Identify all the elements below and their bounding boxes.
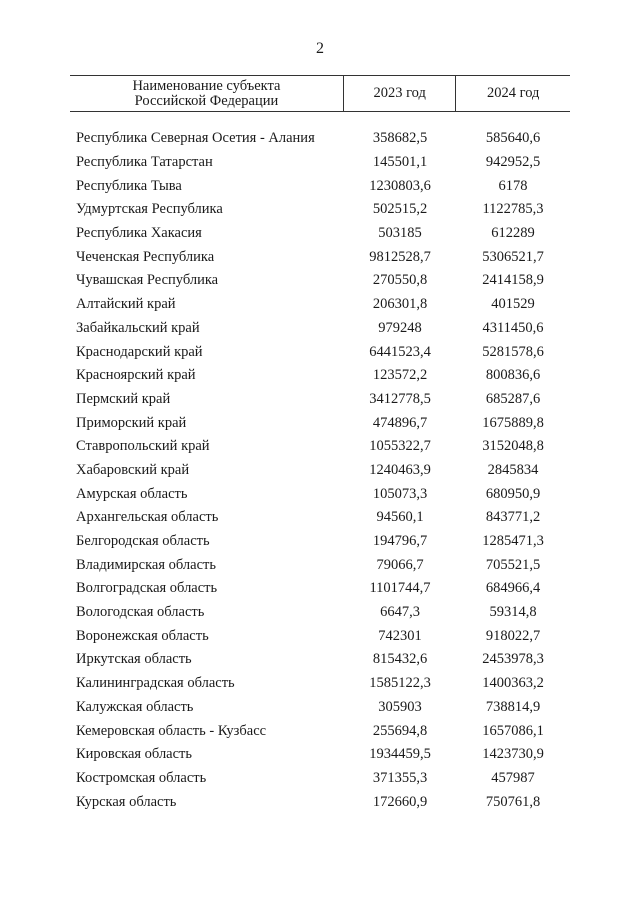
value-2023-cell: 9812528,7 xyxy=(369,248,431,265)
value-2024-cell: 401529 xyxy=(491,296,535,313)
table-row xyxy=(70,577,570,601)
table-row xyxy=(70,601,570,625)
region-name-cell: Архангельская область xyxy=(76,509,219,526)
table-row xyxy=(70,198,570,222)
table-row xyxy=(70,340,570,364)
table-row xyxy=(70,174,570,198)
value-2023-cell: 305903 xyxy=(378,698,422,715)
value-2024-cell: 5281578,6 xyxy=(482,343,544,360)
value-2024-cell: 585640,6 xyxy=(485,130,541,147)
table-row xyxy=(70,553,570,577)
value-2024-cell: 843771,2 xyxy=(485,509,541,526)
region-name-cell: Пермский край xyxy=(76,390,171,407)
value-2024-cell: 800836,6 xyxy=(485,367,541,384)
value-2024-cell: 612289 xyxy=(491,225,535,242)
region-name-cell: Кемеровская область - Кузбасс xyxy=(76,722,267,739)
table-row xyxy=(70,222,570,246)
table-row xyxy=(70,364,570,388)
region-name-cell: Республика Татарстан xyxy=(76,154,213,171)
table-row xyxy=(70,696,570,720)
table-row xyxy=(70,459,570,483)
region-name-cell: Волгоградская область xyxy=(76,580,218,597)
region-name-cell: Калининградская область xyxy=(76,675,235,692)
value-2023-cell: 502515,2 xyxy=(372,201,428,218)
table-row xyxy=(70,127,570,151)
value-2024-cell: 2414158,9 xyxy=(482,272,544,289)
region-name-cell: Республика Тыва xyxy=(76,177,182,194)
value-2023-cell: 815432,6 xyxy=(372,651,428,668)
table-row xyxy=(70,506,570,530)
table-row xyxy=(70,388,570,412)
value-2023-cell: 255694,8 xyxy=(372,722,428,739)
table-row xyxy=(70,767,570,791)
region-name-cell: Забайкальский край xyxy=(76,319,200,336)
value-2024-cell: 1285471,3 xyxy=(482,533,544,550)
table-row xyxy=(70,411,570,435)
value-2023-cell: 123572,2 xyxy=(372,367,428,384)
value-2024-cell: 59314,8 xyxy=(489,604,537,621)
region-name-cell: Республика Хакасия xyxy=(76,225,202,242)
value-2024-cell: 1400363,2 xyxy=(482,675,544,692)
table-row xyxy=(70,482,570,506)
value-2023-cell: 1240463,9 xyxy=(369,461,431,478)
value-2024-cell: 3152048,8 xyxy=(482,438,544,455)
value-2024-cell: 942952,5 xyxy=(485,154,541,171)
value-2024-cell: 4311450,6 xyxy=(482,319,544,336)
value-2023-cell: 742301 xyxy=(378,627,422,644)
table-row xyxy=(70,624,570,648)
value-2023-cell: 358682,5 xyxy=(372,130,428,147)
value-2023-cell: 105073,3 xyxy=(372,485,428,502)
page-number: 2 xyxy=(316,40,324,57)
value-2023-cell: 1055322,7 xyxy=(369,438,431,455)
value-2023-cell: 6647,3 xyxy=(380,604,420,621)
value-2024-cell: 1657086,1 xyxy=(482,722,544,739)
region-name-cell: Удмуртская Республика xyxy=(76,201,223,218)
value-2024-cell: 1122785,3 xyxy=(482,201,544,218)
table-row xyxy=(70,530,570,554)
table-row xyxy=(70,648,570,672)
value-2024-cell: 2845834 xyxy=(487,461,539,478)
region-name-cell: Хабаровский край xyxy=(76,461,190,478)
value-2024-cell: 5306521,7 xyxy=(482,248,544,265)
value-2023-cell: 79066,7 xyxy=(376,556,424,573)
value-2023-cell: 1230803,6 xyxy=(369,177,431,194)
value-2024-cell: 738814,9 xyxy=(485,698,541,715)
value-2023-cell: 172660,9 xyxy=(372,793,428,810)
table-row xyxy=(70,672,570,696)
header-year-2023: 2023 год xyxy=(343,76,456,111)
table-row xyxy=(70,245,570,269)
region-name-cell: Приморский край xyxy=(76,414,187,431)
value-2023-cell: 145501,1 xyxy=(372,154,428,171)
table-row xyxy=(70,790,570,814)
table-row xyxy=(70,743,570,767)
region-name-cell: Ставропольский край xyxy=(76,438,210,455)
region-name-cell: Костромская область xyxy=(76,769,207,786)
table-body xyxy=(70,127,570,814)
data-table xyxy=(70,75,570,814)
value-2024-cell: 680950,9 xyxy=(485,485,541,502)
value-2023-cell: 503185 xyxy=(378,225,422,242)
region-name-cell: Республика Северная Осетия - Алания xyxy=(76,130,315,147)
region-name-cell: Воронежская область xyxy=(76,627,209,644)
table-row xyxy=(70,269,570,293)
value-2024-cell: 2453978,3 xyxy=(482,651,544,668)
region-name-cell: Белгородская область xyxy=(76,533,210,550)
value-2023-cell: 979248 xyxy=(378,319,422,336)
value-2024-cell: 750761,8 xyxy=(485,793,541,810)
value-2024-cell: 685287,6 xyxy=(485,390,541,407)
value-2024-cell: 705521,5 xyxy=(485,556,541,573)
region-name-cell: Вологодская область xyxy=(76,604,205,621)
region-name-cell: Иркутская область xyxy=(76,651,192,668)
value-2024-cell: 1423730,9 xyxy=(482,746,544,763)
table-row xyxy=(70,435,570,459)
value-2023-cell: 206301,8 xyxy=(372,296,428,313)
region-name-cell: Красноярский край xyxy=(76,367,196,384)
value-2023-cell: 270550,8 xyxy=(372,272,428,289)
value-2023-cell: 474896,7 xyxy=(372,414,428,431)
region-name-cell: Амурская область xyxy=(76,485,188,502)
value-2024-cell: 6178 xyxy=(498,177,528,194)
region-name-cell: Алтайский край xyxy=(76,296,176,313)
value-2024-cell: 1675889,8 xyxy=(482,414,544,431)
value-2023-cell: 6441523,4 xyxy=(369,343,431,360)
region-name-cell: Краснодарский край xyxy=(76,343,203,360)
value-2023-cell: 1101744,7 xyxy=(369,580,431,597)
value-2023-cell: 1585122,3 xyxy=(369,675,431,692)
value-2023-cell: 3412778,5 xyxy=(369,390,431,407)
table-row xyxy=(70,151,570,175)
region-name-cell: Чеченская Республика xyxy=(76,248,215,265)
header-year-2024: 2024 год xyxy=(455,76,570,111)
region-name-cell: Кировская область xyxy=(76,746,193,763)
region-name-cell: Калужская область xyxy=(76,698,194,715)
header-region-name: Наименование субъекта Российской Федерации xyxy=(132,77,281,109)
value-2024-cell: 457987 xyxy=(491,769,535,786)
value-2023-cell: 194796,7 xyxy=(372,533,428,550)
table-row xyxy=(70,719,570,743)
value-2023-cell: 1934459,5 xyxy=(369,746,431,763)
table-row xyxy=(70,317,570,341)
value-2024-cell: 918022,7 xyxy=(485,627,541,644)
table-header xyxy=(70,75,570,112)
value-2023-cell: 371355,3 xyxy=(372,769,428,786)
value-2024-cell: 684966,4 xyxy=(485,580,541,597)
table-row xyxy=(70,293,570,317)
value-2023-cell: 94560,1 xyxy=(376,509,424,526)
region-name-cell: Владимирская область xyxy=(76,556,216,573)
region-name-cell: Чувашская Республика xyxy=(76,272,219,289)
region-name-cell: Курская область xyxy=(76,793,177,810)
